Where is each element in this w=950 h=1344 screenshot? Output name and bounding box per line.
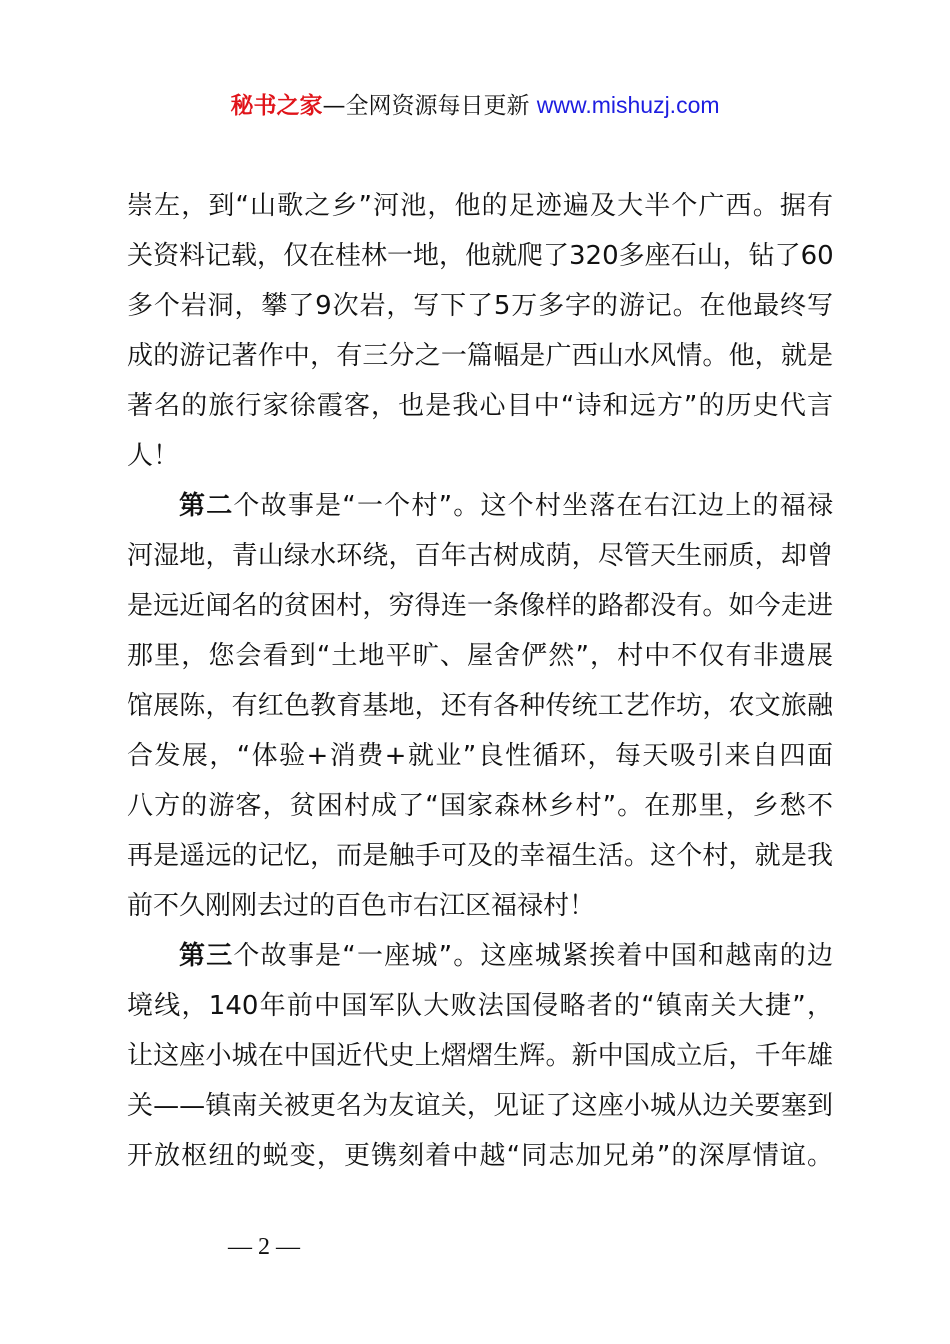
header-tagline: —全网资源每日更新 <box>322 93 537 119</box>
text-line-last: 前不久刚刚去过的百色市右江区福禄村！ <box>127 891 596 921</box>
text-line: 崇左，到“山歌之乡”河池，他的足迹遍及大半个广西。据有 <box>127 191 833 221</box>
body-text <box>127 181 833 1181</box>
page-header <box>0 88 950 123</box>
text-line: 再是遥远的记忆，而是触手可及的幸福生活。这个村，就是我 <box>127 841 833 871</box>
story-ordinal: 第二 <box>179 491 234 521</box>
text-line: 让这座小城在中国近代史上熠熠生辉。新中国成立后，千年雄 <box>127 1041 833 1071</box>
page-number: — 2 — <box>228 1234 300 1260</box>
text-line: 是远近闻名的贫困村，穷得连一条像样的路都没有。如今走进 <box>127 591 833 621</box>
text-line: 多个岩洞，攀了9次岩，写下了5万多字的游记。在他最终写 <box>127 291 833 321</box>
text-line: 境线，140年前中国军队大败法国侵略者的“镇南关大捷”， <box>127 991 833 1021</box>
story-ordinal: 第三 <box>179 941 234 971</box>
paragraph-first-line: 第三个故事是“一座城”。这座城紧挨着中国和越南的边 <box>179 941 833 971</box>
text-line: 关资料记载，仅在桂林一地，他就爬了320多座石山，钻了60 <box>127 241 834 271</box>
text-line: 开放枢纽的蜕变，更镌刻着中越“同志加兄弟”的深厚情谊。 <box>127 1141 833 1171</box>
website-link[interactable]: www.mishuzj.com <box>536 92 720 118</box>
text-line-last: 人！ <box>127 441 180 471</box>
text-line: 八方的游客，贫困村成了“国家森林乡村”。在那里，乡愁不 <box>127 791 833 821</box>
text-line: 著名的旅行家徐霞客，也是我心目中“诗和远方”的历史代言 <box>127 391 833 421</box>
text-line: 馆展陈，有红色教育基地，还有各种传统工艺作坊，农文旅融 <box>127 691 833 721</box>
text-line: 成的游记著作中，有三分之一篇幅是广西山水风情。他，就是 <box>127 341 833 371</box>
text-line: 关——镇南关被更名为友谊关，见证了这座小城从边关要塞到 <box>127 1091 833 1121</box>
text-line: 那里，您会看到“土地平旷、屋舍俨然”，村中不仅有非遗展 <box>127 641 833 671</box>
brand-name: 秘书之家 <box>230 93 323 119</box>
text-line: 合发展，“体验+消费+就业”良性循环，每天吸引来自四面 <box>127 741 833 771</box>
paragraph-first-line: 第二个故事是“一个村”。这个村坐落在右江边上的福禄 <box>179 491 833 521</box>
text-line: 河湿地，青山绿水环绕，百年古树成荫，尽管天生丽质，却曾 <box>127 541 833 571</box>
